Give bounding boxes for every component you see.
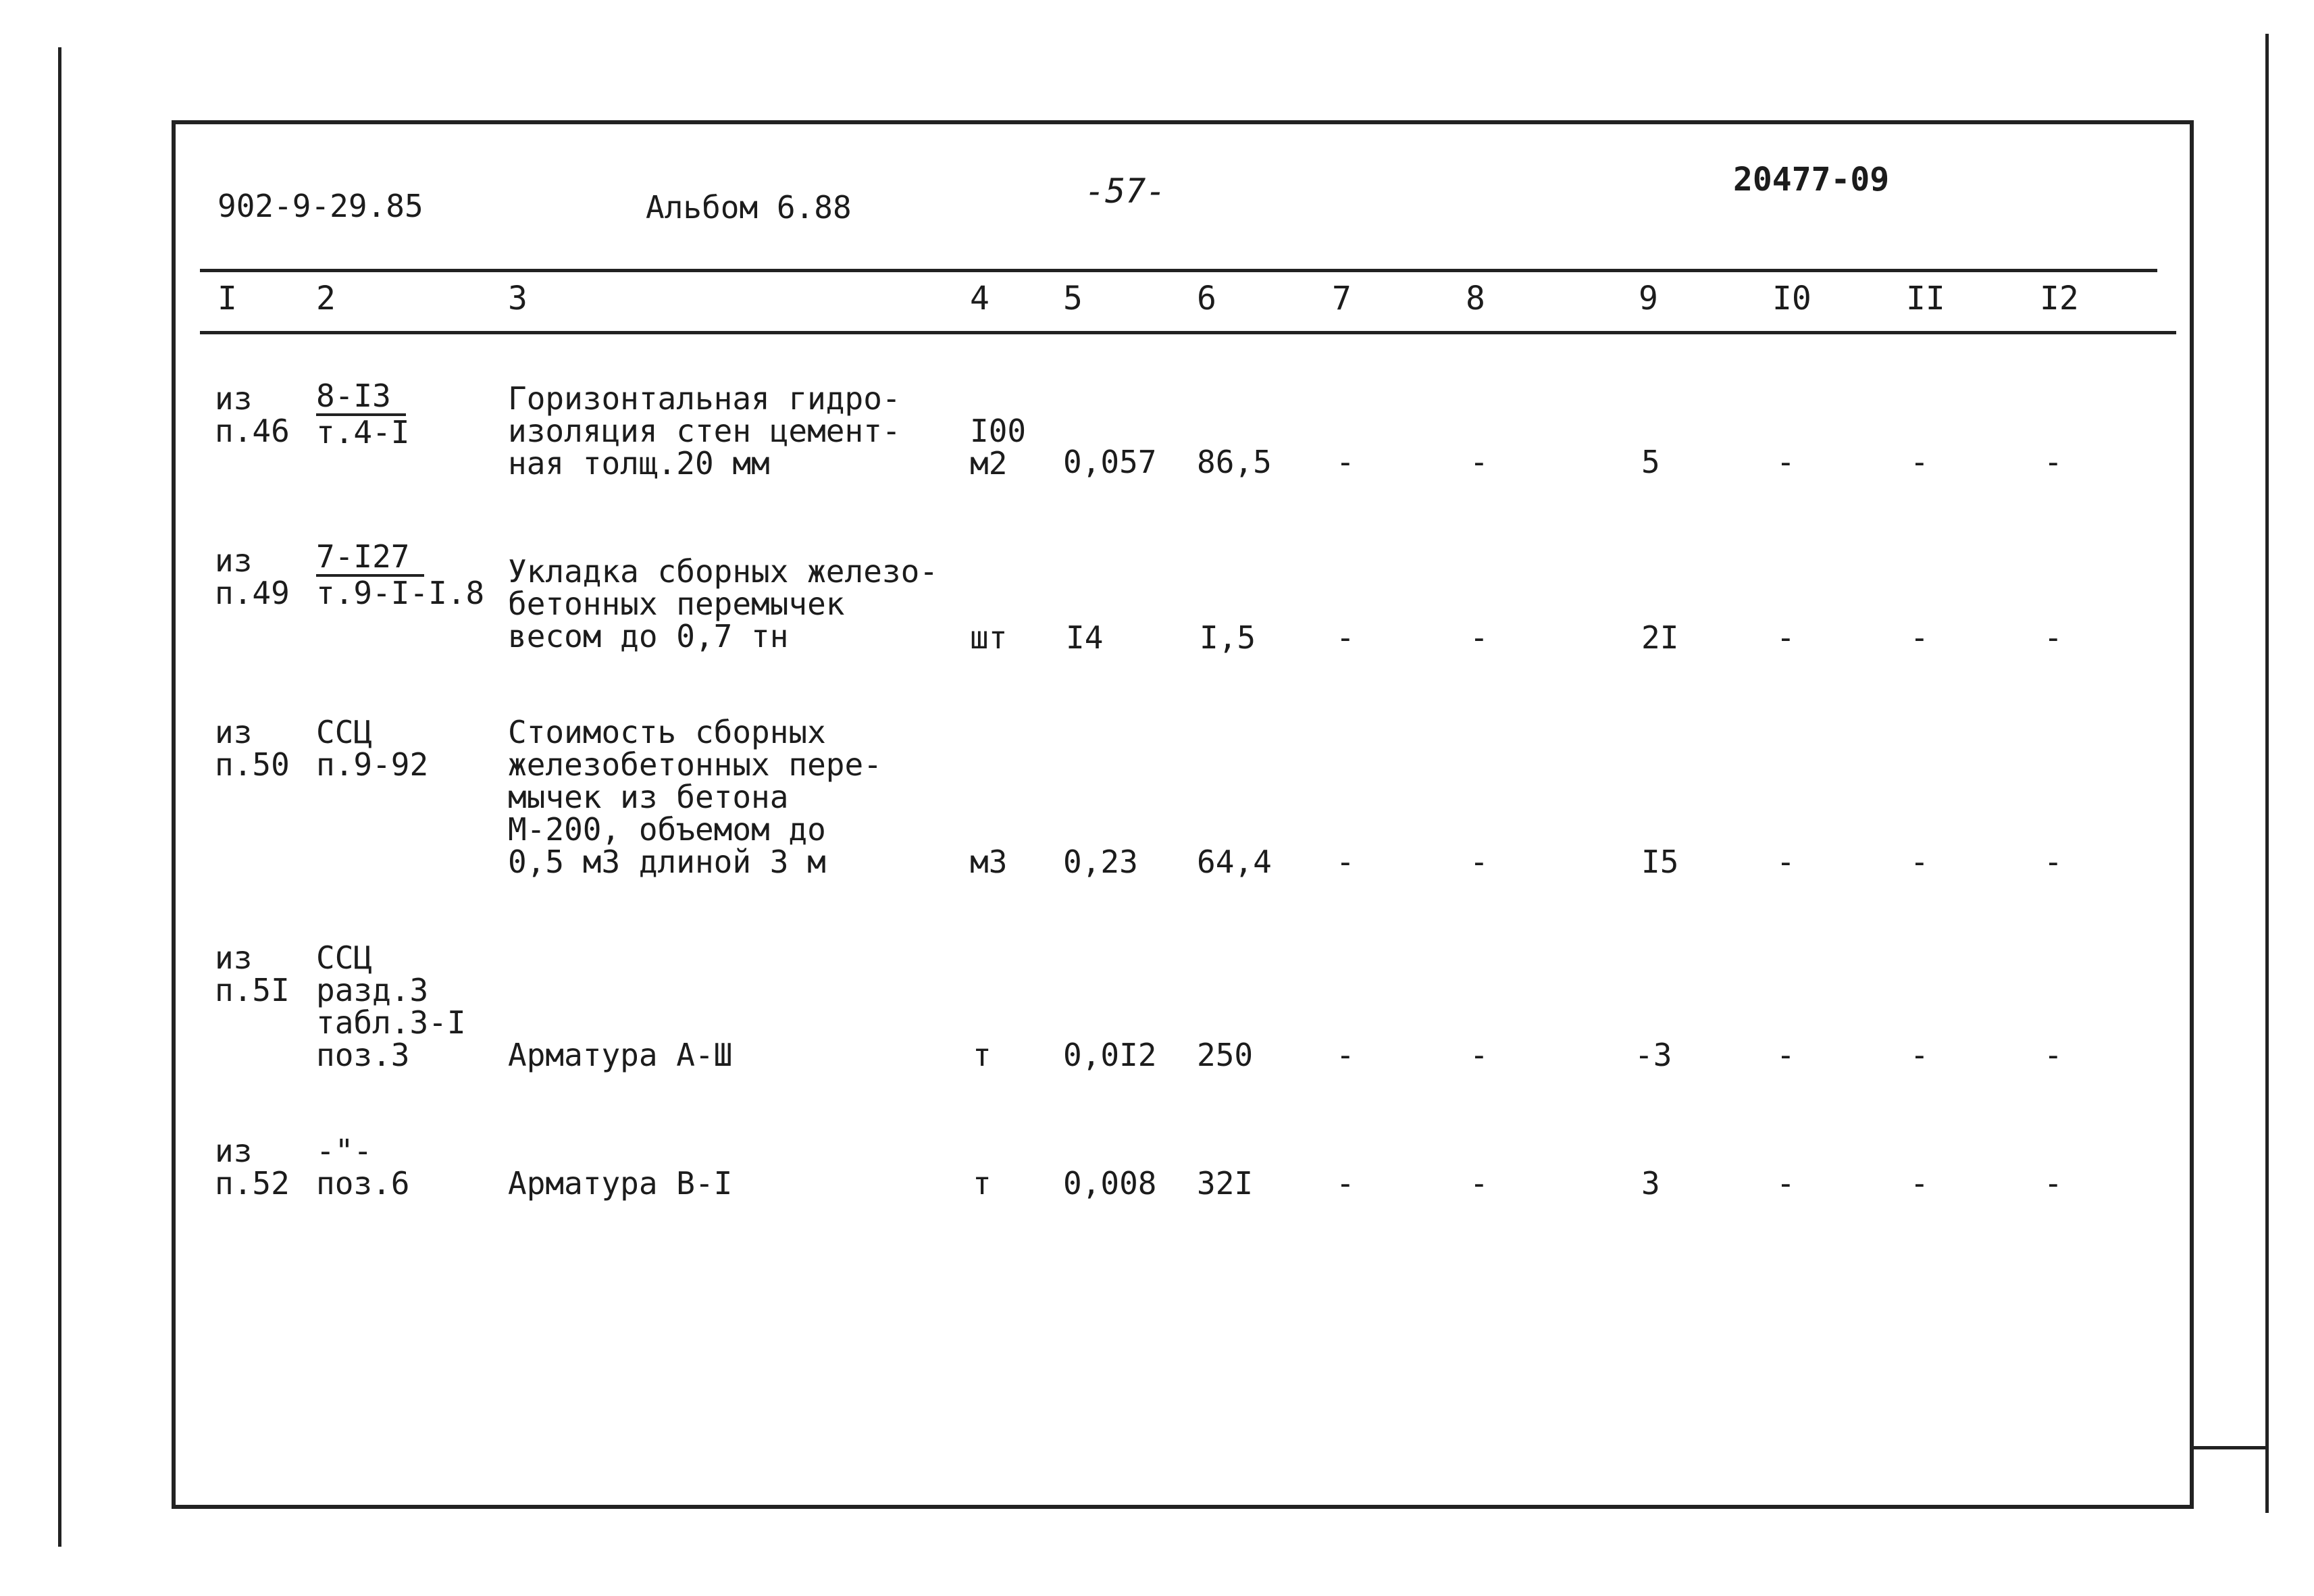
row-c12: -	[2044, 1037, 2063, 1073]
row-ref: из п.52	[215, 1133, 290, 1202]
row-c12: -	[2044, 1165, 2063, 1202]
column-header-top-rule	[200, 269, 2157, 272]
column-number-3: 3	[508, 280, 528, 317]
row-c11: -	[1910, 1165, 1929, 1202]
column-number-2: 2	[316, 280, 336, 317]
row-description: Горизонтальная гидро- изоляция стен цемент- ная толщ.20 мм	[508, 380, 901, 482]
column-number-6: 6	[1197, 280, 1216, 317]
row-c7: -	[1336, 444, 1355, 480]
left-margin-line	[58, 47, 61, 1547]
row-c9: 5	[1641, 444, 1660, 480]
row-source: -"- поз.6	[316, 1133, 410, 1202]
row-ref: из п.46	[215, 380, 290, 449]
right-stub-line	[2194, 1446, 2268, 1449]
column-number-1: I	[217, 280, 237, 317]
row-c8: -	[1470, 844, 1489, 880]
row-ref: из п.5I	[215, 939, 290, 1008]
row-c9: 2I	[1641, 619, 1679, 656]
row-c11: -	[1910, 444, 1929, 480]
column-number-8: 8	[1466, 280, 1485, 317]
album-label: Альбом 6.88	[646, 189, 852, 226]
column-number-4: 4	[970, 280, 989, 317]
row-c9: 3	[1641, 1165, 1660, 1202]
column-number-11: II	[1906, 280, 1945, 317]
row-description: Арматура В-I	[508, 1165, 733, 1202]
row-c11: -	[1910, 1037, 1929, 1073]
row-description: Стоимость сборных железобетонных пере- мычек из бетона М-200, объемом до 0,5 м3 длиной 3 м	[508, 714, 882, 880]
row-c10: -	[1776, 844, 1795, 880]
row-c12: -	[2044, 844, 2063, 880]
row-c8: -	[1470, 1037, 1489, 1073]
row-c6: 86,5	[1197, 444, 1272, 480]
inventory-number: 20477-09	[1733, 161, 1890, 199]
row-c11: -	[1910, 844, 1929, 880]
column-number-5: 5	[1063, 280, 1083, 317]
row-unit: т	[973, 1165, 992, 1202]
row-c8: -	[1470, 444, 1489, 480]
row-source: 7-I27 т.9-I-I.8	[316, 538, 485, 611]
right-margin-line	[2265, 34, 2269, 1513]
row-c7: -	[1336, 844, 1355, 880]
doc-code: 902-9-29.85	[217, 188, 423, 224]
row-c6: 64,4	[1197, 844, 1272, 880]
row-source: ССЦ разд.3 табл.3-I поз.3	[316, 939, 466, 1073]
row-c12: -	[2044, 444, 2063, 480]
row-description: Укладка сборных железо- бетонных перемычек весом до 0,7 тн	[508, 553, 938, 654]
row-ref: из п.50	[215, 714, 290, 783]
row-unit: т	[973, 1037, 992, 1073]
row-c5: 0,057	[1063, 444, 1157, 480]
page-number: -57-	[1085, 172, 1166, 211]
column-number-7: 7	[1332, 280, 1352, 317]
row-c5: 0,23	[1063, 844, 1138, 880]
row-unit: I00 м2	[970, 413, 1027, 482]
row-c10: -	[1776, 444, 1795, 480]
column-number-10: I0	[1772, 280, 1811, 317]
row-unit: шт	[970, 619, 1008, 656]
row-c9: -3	[1635, 1037, 1672, 1073]
row-description: Арматура А-Ш	[508, 1037, 733, 1073]
column-number-12: I2	[2040, 280, 2079, 317]
row-c5: 0,008	[1063, 1165, 1157, 1202]
row-unit: м3	[970, 844, 1008, 880]
row-c10: -	[1776, 1165, 1795, 1202]
row-c7: -	[1336, 1165, 1355, 1202]
row-c6: 250	[1197, 1037, 1254, 1073]
row-c10: -	[1776, 1037, 1795, 1073]
row-c5: 0,0I2	[1063, 1037, 1157, 1073]
row-c6: 32I	[1197, 1165, 1254, 1202]
row-c8: -	[1470, 1165, 1489, 1202]
row-c5: I4	[1066, 619, 1104, 656]
row-c6: I,5	[1200, 619, 1256, 656]
row-c9: I5	[1641, 844, 1679, 880]
row-source: ССЦ п.9-92	[316, 714, 429, 783]
row-c7: -	[1336, 1037, 1355, 1073]
row-source: 8-I3 т.4-I	[316, 378, 410, 451]
row-c7: -	[1336, 619, 1355, 656]
row-c8: -	[1470, 619, 1489, 656]
column-number-9: 9	[1639, 280, 1658, 317]
row-c10: -	[1776, 619, 1795, 656]
column-header-bottom-rule	[200, 331, 2176, 334]
row-c11: -	[1910, 619, 1929, 656]
row-c12: -	[2044, 619, 2063, 656]
row-ref: из п.49	[215, 542, 290, 611]
page-frame	[172, 120, 2194, 1509]
